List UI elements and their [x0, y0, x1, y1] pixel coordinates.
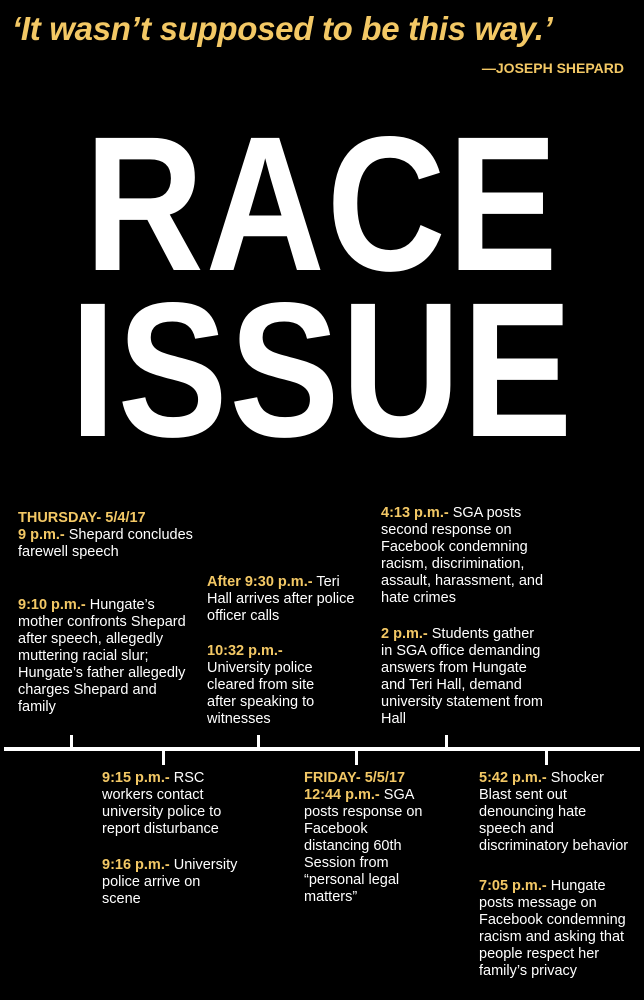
event-time: 2 p.m.-	[381, 626, 428, 642]
timeline-tick	[445, 735, 448, 749]
friday-label: FRIDAY- 5/5/17	[304, 770, 406, 786]
event-1244pm	[304, 770, 424, 906]
event-after930pm	[207, 574, 357, 625]
timeline-tick	[70, 735, 73, 749]
event-916pm	[102, 857, 242, 908]
headline-issue: ISSUE	[69, 262, 575, 477]
event-1032pm	[207, 643, 332, 728]
event-text: University police cleared from site after speaking to witnesses	[207, 660, 315, 727]
event-time: 12:44 p.m.-	[304, 787, 380, 803]
event-413pm	[381, 505, 543, 607]
event-text: University police arrive on scene	[102, 857, 238, 907]
event-2pm	[381, 626, 543, 728]
event-time: 9:15 p.m.-	[102, 770, 170, 786]
pull-quote: ‘It wasn’t supposed to be this way.’	[12, 10, 553, 47]
event-text: Students gather in SGA office demanding answers from Hungate and Teri Hall, demand university statement from Hall	[381, 626, 543, 727]
event-705pm	[479, 878, 629, 980]
event-542pm	[479, 770, 629, 855]
event-915pm	[102, 770, 242, 838]
event-text: Shocker Blast sent out denouncing hate speech and discriminatory behavior	[479, 770, 629, 854]
event-text: RSC workers contact university police to report disturbance	[102, 770, 222, 837]
timeline-tick	[162, 749, 165, 765]
headline-race: RACE	[84, 96, 560, 311]
event-text: Teri Hall arrives after police officer calls	[207, 574, 355, 624]
event-time: 10:32 p.m.-	[207, 643, 283, 659]
thursday-label: THURSDAY- 5/4/17	[18, 510, 146, 526]
quote-attribution: —JOSEPH SHEPARD	[481, 60, 624, 76]
timeline-tick	[545, 749, 548, 765]
event-time: After 9:30 p.m.-	[207, 574, 313, 590]
event-text: Shepard concludes farewell speech	[18, 527, 193, 560]
event-time: 9:10 p.m.-	[18, 597, 86, 613]
event-time: 9:16 p.m.-	[102, 857, 170, 873]
event-9pm	[18, 510, 193, 561]
event-910pm	[18, 597, 193, 716]
timeline-tick	[355, 749, 358, 765]
event-text: SGA posts second response on Facebook condemning racism, discrimination, assault, harassment, and hate crimes	[381, 505, 544, 606]
event-time: 5:42 p.m.-	[479, 770, 547, 786]
event-text: SGA posts response on Facebook distancing 60th Session from “personal legal matters”	[304, 787, 423, 905]
event-time: 4:13 p.m.-	[381, 505, 449, 521]
timeline-tick	[257, 735, 260, 749]
event-time: 9 p.m.-	[18, 527, 65, 543]
event-time: 7:05 p.m.-	[479, 878, 547, 894]
event-text: Hungate’s mother confronts Shepard after speech, allegedly muttering racial slur; Hungate’s father allegedly charges Shepard and family	[18, 597, 186, 715]
event-text: Hungate posts message on Facebook condemning racism and asking that people respect her family’s privacy	[479, 878, 626, 979]
